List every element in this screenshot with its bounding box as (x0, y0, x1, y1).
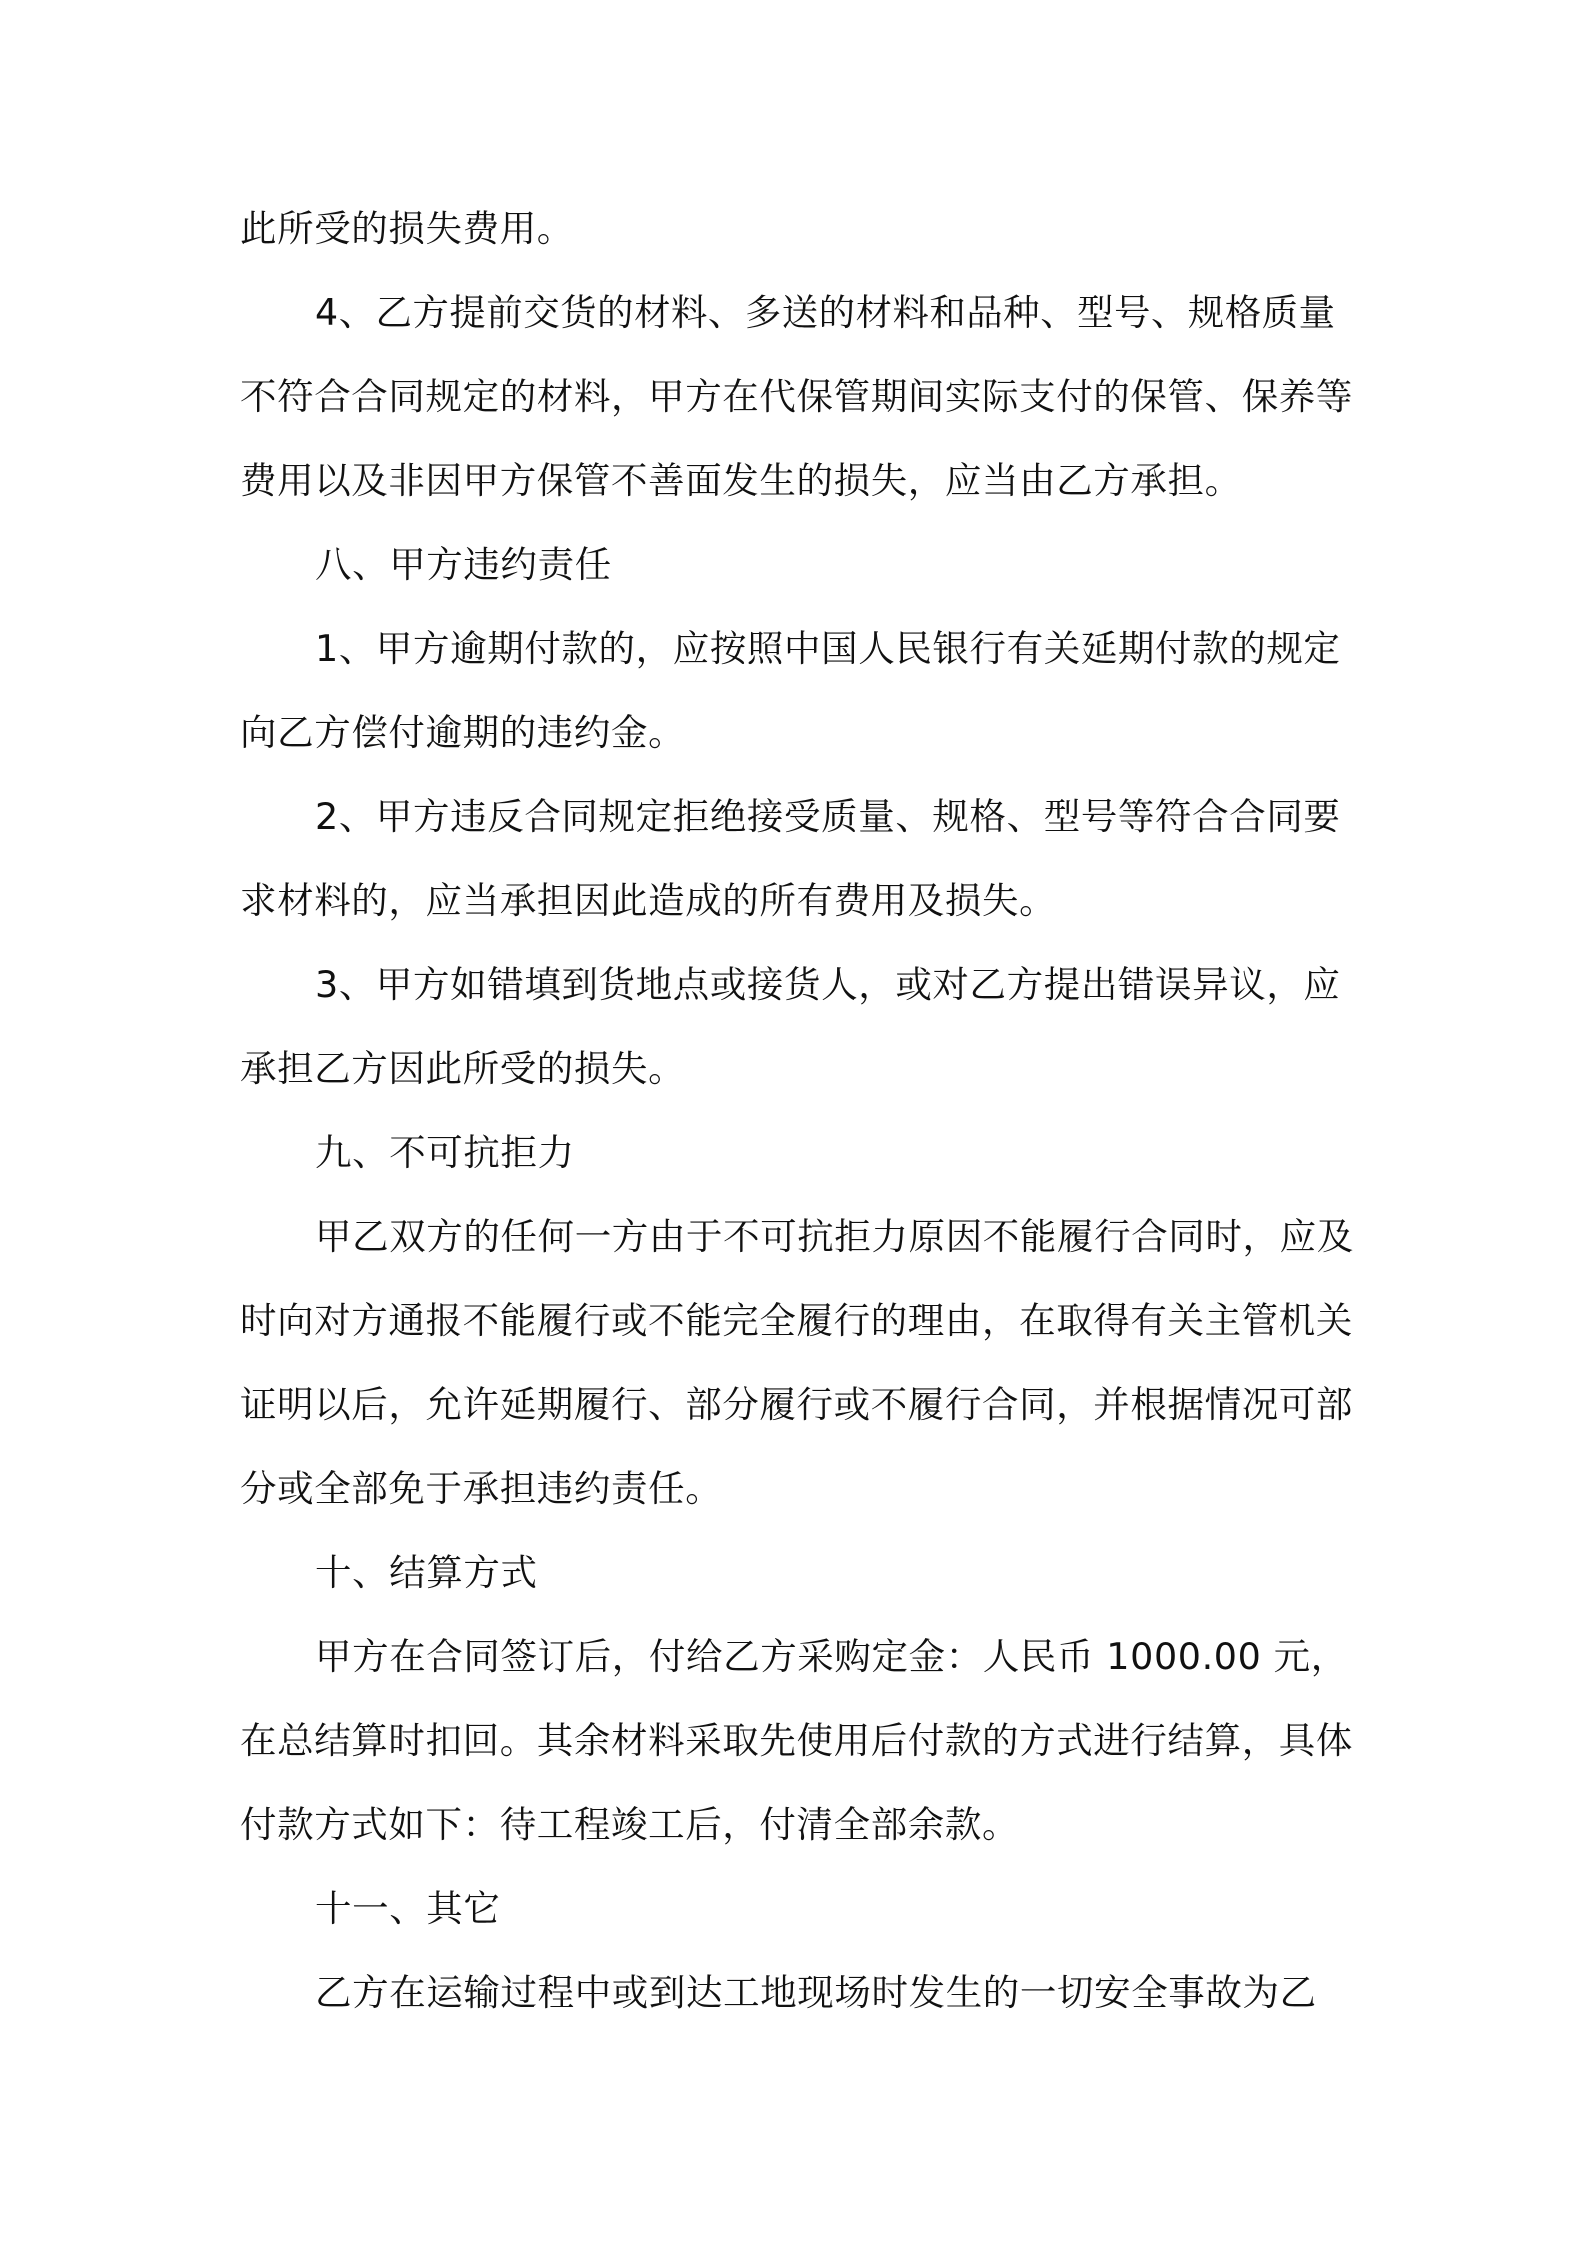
text-line-18: 甲方在合同签订后，付给乙方采购定金：人民币 1000.00 元， (315, 1635, 1348, 1678)
text-line-9: 求材料的，应当承担因此造成的所有费用及损失。 (240, 879, 1057, 922)
text-line-7: 向乙方偿付逾期的违约金。 (240, 711, 686, 754)
section-heading-8: 八、甲方违约责任 (315, 543, 612, 586)
text-line-14: 时向对方通报不能履行或不能完全履行的理由，在取得有关主管机关 (240, 1299, 1353, 1342)
text-line-8: 2、甲方违反合同规定拒绝接受质量、规格、型号等符合合同要 (315, 795, 1341, 838)
section-heading-9: 九、不可抗拒力 (315, 1131, 575, 1174)
text-line-19: 在总结算时扣回。其余材料采取先使用后付款的方式进行结算，具体 (240, 1719, 1353, 1762)
text-line-1: 此所受的损失费用。 (240, 207, 574, 250)
section-heading-11: 十一、其它 (315, 1887, 501, 1930)
text-line-16: 分或全部免于承担违约责任。 (240, 1467, 723, 1510)
text-line-10: 3、甲方如错填到货地点或接货人，或对乙方提出错误异议，应 (315, 963, 1341, 1006)
text-line-6: 1、甲方逾期付款的，应按照中国人民银行有关延期付款的规定 (315, 627, 1341, 670)
text-line-20: 付款方式如下：待工程竣工后，付清全部余款。 (240, 1803, 1020, 1846)
text-line-11: 承担乙方因此所受的损失。 (240, 1047, 686, 1090)
text-line-4: 费用以及非因甲方保管不善面发生的损失，应当由乙方承担。 (240, 459, 1242, 502)
section-heading-10: 十、结算方式 (315, 1551, 538, 1594)
text-line-15: 证明以后，允许延期履行、部分履行或不履行合同，并根据情况可部 (240, 1383, 1353, 1426)
text-line-22: 乙方在运输过程中或到达工地现场时发生的一切安全事故为乙 (315, 1971, 1317, 2014)
text-line-3: 不符合合同规定的材料，甲方在代保管期间实际支付的保管、保养等 (240, 375, 1353, 418)
text-line-13: 甲乙双方的任何一方由于不可抗拒力原因不能履行合同时，应及 (315, 1215, 1354, 1258)
text-line-2: 4、乙方提前交货的材料、多送的材料和品种、型号、规格质量 (315, 291, 1336, 334)
